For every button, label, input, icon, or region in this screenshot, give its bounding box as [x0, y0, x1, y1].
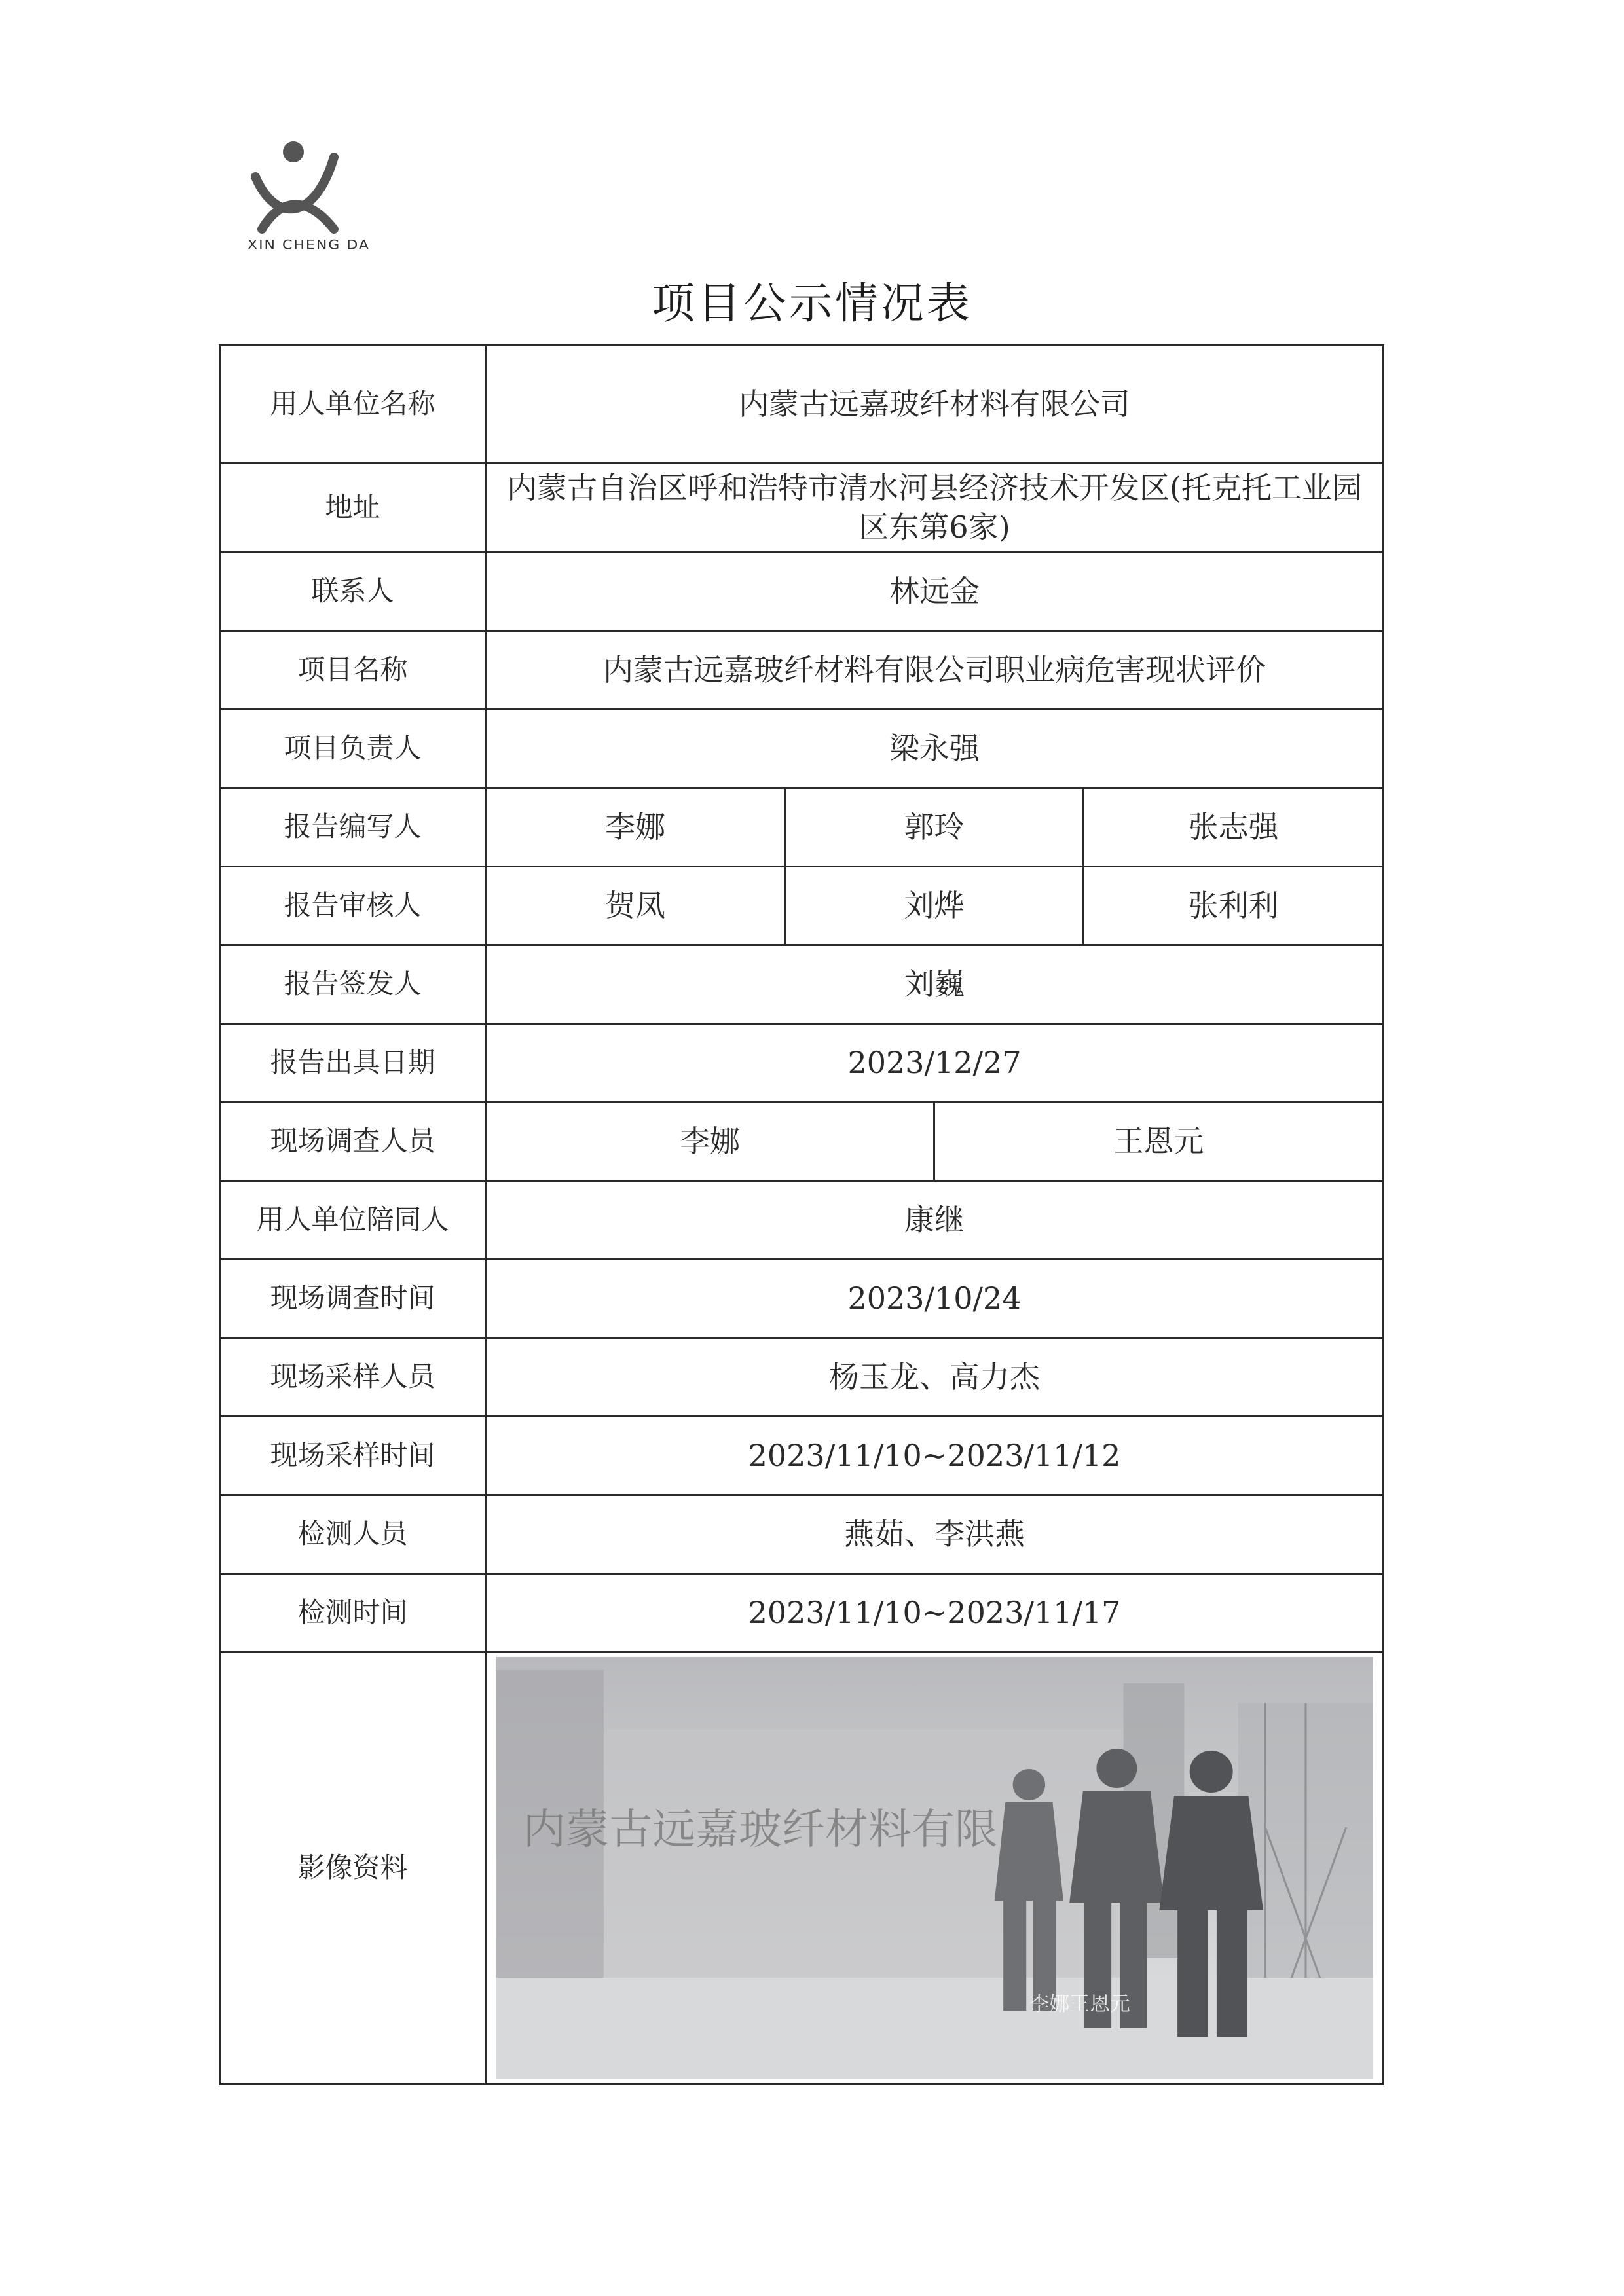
label-site-sampling-time: 现场采样时间: [220, 1417, 486, 1495]
photo-caption: 李娜王恩元: [1029, 1993, 1130, 2016]
row-report-date: [220, 1024, 1384, 1102]
value-report-date: 2023/12/27: [486, 1024, 1384, 1102]
value-report-reviewer-1: 贺凤: [486, 867, 785, 945]
gate-sign-text: 内蒙古远嘉玻纤材料有限: [523, 1805, 998, 1854]
label-report-issuer: 报告签发人: [220, 945, 486, 1024]
label-report-date: 报告出具日期: [220, 1024, 486, 1102]
value-site-investigator-1: 李娜: [486, 1102, 934, 1181]
label-testers: 检测人员: [220, 1495, 486, 1574]
project-info-table: [219, 344, 1384, 2085]
row-site-samplers: [220, 1338, 1384, 1417]
label-site-investigation-time: 现场调查时间: [220, 1260, 486, 1338]
row-testing-time: [220, 1574, 1384, 1652]
label-images: 影像资料: [220, 1652, 486, 2085]
label-project-lead: 项目负责人: [220, 710, 486, 788]
label-project-name: 项目名称: [220, 631, 486, 710]
value-project-name: 内蒙古远嘉玻纤材料有限公司职业病危害现状评价: [486, 631, 1384, 710]
logo-text: XIN CHENG DA: [248, 238, 370, 253]
label-company: 用人单位名称: [220, 346, 486, 464]
value-address: 内蒙古自治区呼和浩特市清水河县经济技术开发区(托克托工业园区东第6家): [486, 464, 1384, 553]
value-company: 内蒙古远嘉玻纤材料有限公司: [486, 346, 1384, 464]
value-site-sampling-time: 2023/11/10~2023/11/12: [486, 1417, 1384, 1495]
value-employer-escort: 康继: [486, 1181, 1384, 1260]
page-title: 项目公示情况表: [652, 278, 972, 329]
row-employer-escort: [220, 1181, 1384, 1260]
value-report-issuer: 刘巍: [486, 945, 1384, 1024]
row-report-issuer: [220, 945, 1384, 1024]
row-testers: [220, 1495, 1384, 1574]
value-contact: 林远金: [486, 553, 1384, 631]
label-employer-escort: 用人单位陪同人: [220, 1181, 486, 1260]
value-report-reviewer-3: 张利利: [1084, 867, 1384, 945]
row-contact: [220, 553, 1384, 631]
value-report-writer-3: 张志强: [1084, 788, 1384, 867]
value-report-writer-1: 李娜: [486, 788, 785, 867]
row-report-reviewers: [220, 867, 1384, 945]
value-testers: 燕茹、李洪燕: [486, 1495, 1384, 1574]
row-site-investigation-time: [220, 1260, 1384, 1338]
row-company: [220, 346, 1384, 464]
row-project-name: [220, 631, 1384, 710]
label-report-reviewers: 报告审核人: [220, 867, 486, 945]
label-site-samplers: 现场采样人员: [220, 1338, 486, 1417]
row-site-investigators: [220, 1102, 1384, 1181]
site-photo: [496, 1657, 1373, 2079]
row-site-sampling-time: [220, 1417, 1384, 1495]
value-site-investigator-2: 王恩元: [934, 1102, 1384, 1181]
label-testing-time: 检测时间: [220, 1574, 486, 1652]
label-site-investigators: 现场调查人员: [220, 1102, 486, 1181]
label-contact: 联系人: [220, 553, 486, 631]
value-report-reviewer-2: 刘烨: [785, 867, 1084, 945]
value-site-investigation-time: 2023/10/24: [486, 1260, 1384, 1338]
row-address: [220, 464, 1384, 553]
image-cell: [486, 1652, 1384, 2085]
value-report-writer-2: 郭玲: [785, 788, 1084, 867]
row-project-lead: [220, 710, 1384, 788]
value-project-lead: 梁永强: [486, 710, 1384, 788]
row-images: [220, 1652, 1384, 2085]
value-testing-time: 2023/11/10~2023/11/17: [486, 1574, 1384, 1652]
row-report-writers: [220, 788, 1384, 867]
value-site-samplers: 杨玉龙、高力杰: [486, 1338, 1384, 1417]
label-report-writers: 报告编写人: [220, 788, 486, 867]
label-address: 地址: [220, 464, 486, 553]
